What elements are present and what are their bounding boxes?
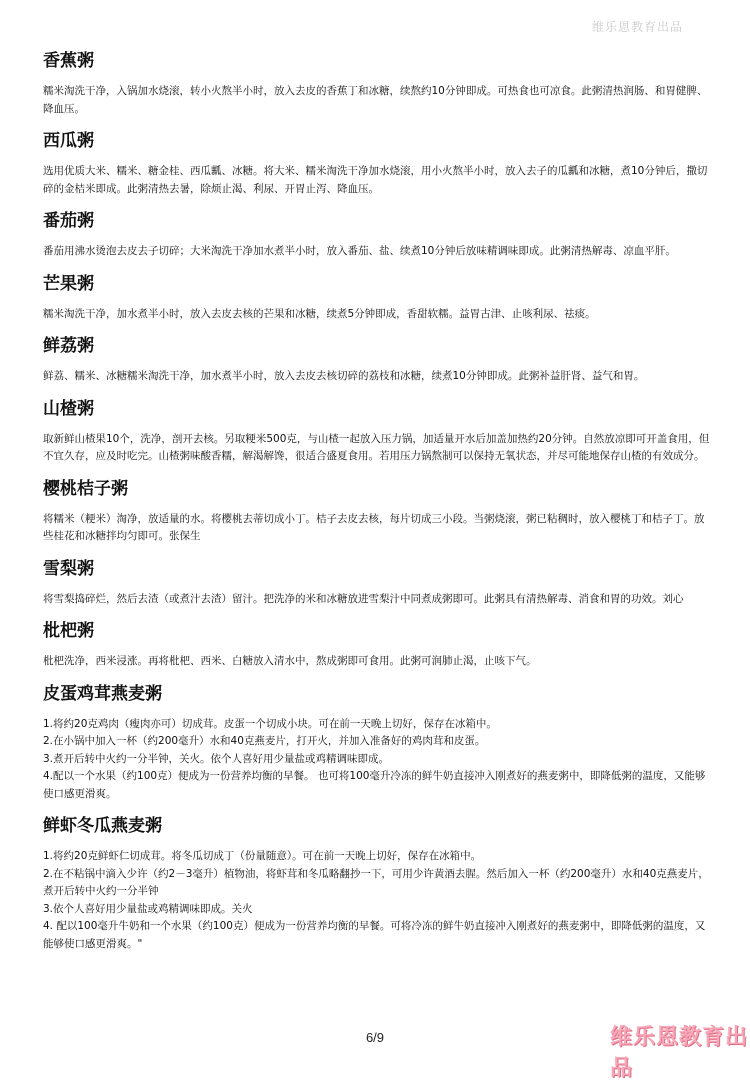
recipe-section <box>43 335 713 386</box>
recipe-section <box>43 683 713 804</box>
recipe-body: 选用优质大米、糯米、糖金桂、西瓜瓤、冰糖。将大米、糯米淘洗干净加水烧滚，用小火熬半小时，放入去子的瓜瓤和冰糖，煮10分钟后，撒切碎的金桔米即成。此粥清热去暑，除烦止渴、利尿、开胃止泻、降血压。 <box>43 165 708 195</box>
recipe-body: 鲜荔、糯米、冰糖糯米淘洗干净，加水煮半小时，放入去皮去核切碎的荔枝和冰糖，续煮10分钟即成。此粥补益肝肾、益气和胃。 <box>43 370 645 382</box>
recipe-section <box>43 210 713 261</box>
watermark-text: 维乐恩教育出品 <box>592 20 684 34</box>
recipe-title: 芒果粥 <box>43 273 94 294</box>
recipe-body: 将糯米（粳米）淘净，放适量的水。将樱桃去蒂切成小丁。桔子去皮去核，每片切成三小段。当粥烧滚，粥已粘稠时，放入樱桃丁和桔子丁。放些桂花和冰糖拌均匀即可。张保生 <box>43 512 705 542</box>
recipe-title: 枇杷粥 <box>43 621 94 641</box>
recipe-body: 取新鲜山楂果10个，洗净，剖开去核。另取粳米500克，与山楂一起放入压力锅，加适量开水后加盖加热约20分钟。自然放凉即可开盖食用，但不宜久存，应及时吃完。山楂粥味酸香糯，解渴解馋，很适合盛夏食用。若用压力锅熬制可以保持无氧状态，并尽可能地保存山楂的有效成分。 <box>43 432 710 462</box>
page-number: 6/9 <box>365 1030 385 1045</box>
recipe-body: 将雪梨捣碎烂，然后去渣（或煮汁去渣）留汁。把洗净的米和冰糖放进雪梨汁中同煮成粥即可。此粥具有清热解毒、消食和胃的功效。刘心 <box>43 592 684 605</box>
recipe-body: 番茄用沸水烫泡去皮去子切碎；大米淘洗干净加水煮半小时，放入番茄、盐、续煮10分钟后放味精调味即成。此粥清热解毒、凉血平肝。 <box>43 245 676 257</box>
publisher-logo: 维乐恩教育出品 <box>610 1025 749 1081</box>
recipe-title: 鲜虾冬瓜燕麦粥 <box>43 816 162 836</box>
recipe-section <box>43 558 713 609</box>
recipe-title: 樱桃桔子粥 <box>43 478 128 499</box>
recipe-title: 香蕉粥 <box>43 51 94 71</box>
document-body <box>43 50 713 965</box>
recipe-body: 1.将约20克鸡肉（瘦肉亦可）切成茸。皮蛋一个切成小块。可在前一天晚上切好，保存在冰箱中。 2.在小锅中加入一杯（约200毫升）水和40克燕麦片，打开火，并加入准备好的鸡肉茸和皮蛋。 3.煮开后转中火约一分半钟，关火。依个人喜好用少量盐或鸡精调味即成。 4.配以一个水果（约100克）便成为一份营养均衡的早餐。 也可将100毫升冷冻的鲜牛奶直接冲入刚煮好的燕麦粥中，即降低粥的温度，又能够使口感更滑爽。 <box>43 717 706 800</box>
recipe-title: 山楂粥 <box>43 398 94 419</box>
recipe-title: 雪梨粥 <box>43 558 94 579</box>
recipe-body: 1.将约20克鲜虾仁切成茸。将冬瓜切成丁（份量随意）。可在前一天晚上切好，保存在冰箱中。 2.在不粘锅中滴入少许（约2－3毫升）植物油，将虾茸和冬瓜略翻抄一下，可用少许黄酒去腥。然后加入一杯（约200毫升）水和40克燕麦片，煮开后转中火约一分半钟 3.依个人喜好用少量盐或鸡精调味即成。关火 4. 配以100毫升牛奶和一个水果（约100克）便成为一份营养均衡的早餐。可将冷冻的鲜牛奶直接冲入刚煮好的燕麦粥中，即降低粥的温度，又能够使口感更滑爽。" <box>43 850 709 950</box>
recipe-title: 鲜荔粥 <box>43 336 94 356</box>
recipe-section <box>43 815 713 953</box>
recipe-title: 西瓜粥 <box>43 131 94 151</box>
recipe-section <box>43 398 713 466</box>
recipe-section <box>43 273 713 324</box>
recipe-body: 糯米淘洗干净，加水煮半小时，放入去皮去核的芒果和冰糖，续煮5分钟即成，香甜软糯。益胃古津、止咳利尿、祛痰。 <box>43 307 596 320</box>
recipe-section <box>43 130 713 198</box>
recipe-body: 糯米淘洗干净，入锅加水烧滚，转小火熬半小时，放入去皮的香蕉丁和冰糖，续熬约10分钟即成。可热食也可凉食。此粥清热润肠、和胃健脾、降血压。 <box>43 85 708 115</box>
recipe-title: 番茄粥 <box>43 211 94 231</box>
recipe-title: 皮蛋鸡茸燕麦粥 <box>43 683 162 704</box>
recipe-section <box>43 478 713 546</box>
recipe-body: 枇杷洗净，西米浸涨。再将枇杷、西米、白糖放入清水中，熬成粥即可食用。此粥可润肺止渴，止咳下气。 <box>43 655 537 667</box>
recipe-section <box>43 50 713 118</box>
recipe-section <box>43 620 713 671</box>
